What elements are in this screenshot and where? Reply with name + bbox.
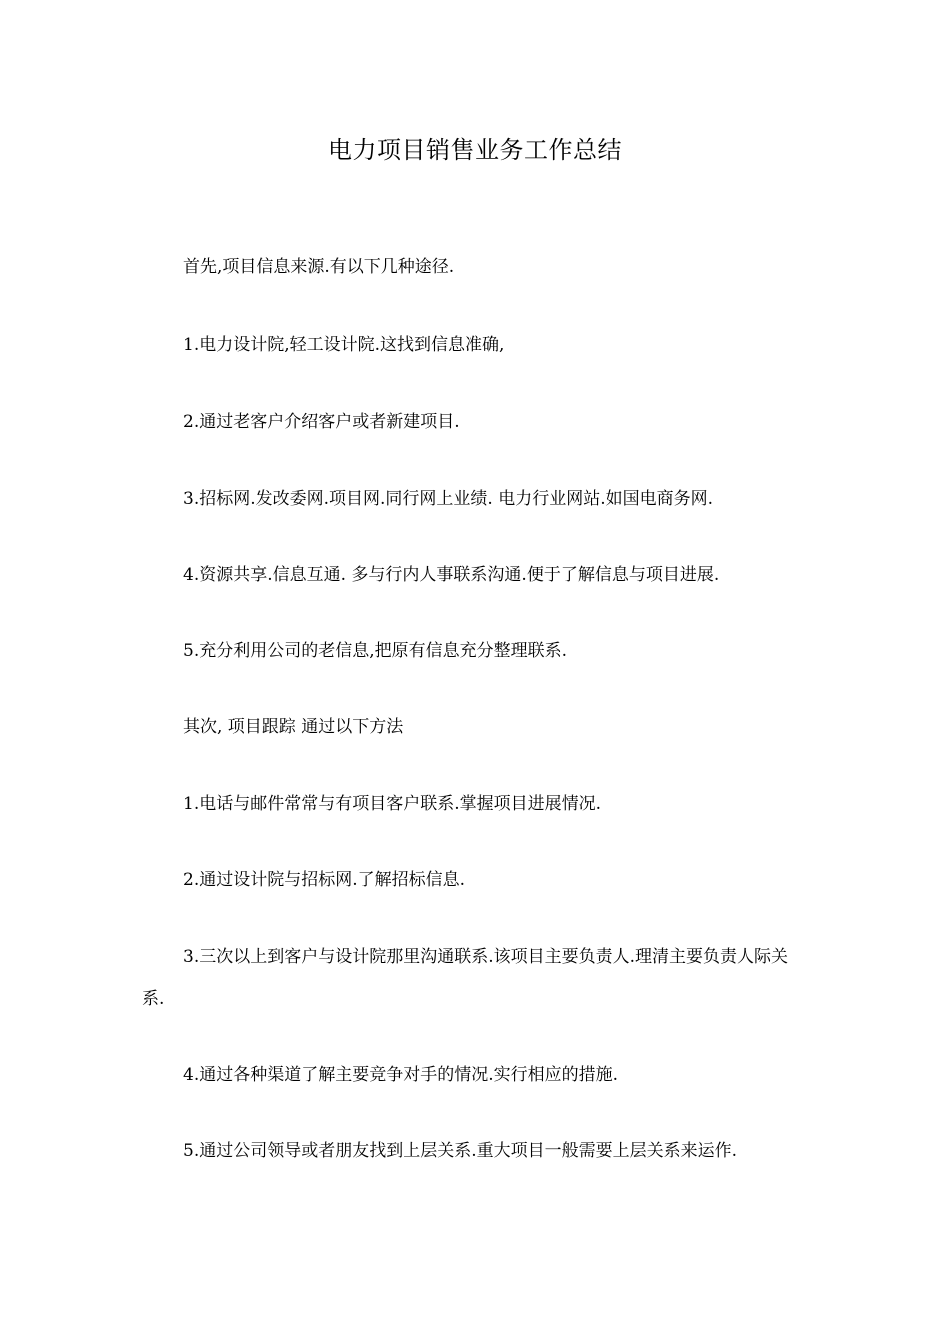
document-title: 电力项目销售业务工作总结 [328,136,622,164]
paragraph-source-2: 2.通过老客户介绍客户或者新建项目. [183,412,460,432]
paragraph-intro-sources: 首先,项目信息来源.有以下几种途径. [183,257,455,277]
paragraph-source-3: 3.招标网.发改委网.项目网.同行网上业绩. 电力行业网站.如国电商务网. [183,489,714,509]
paragraph-tracking-5: 5.通过公司领导或者朋友找到上层关系.重大项目一般需要上层关系来运作. [183,1141,738,1161]
paragraph-tracking-4: 4.通过各种渠道了解主要竞争对手的情况.实行相应的措施. [183,1065,619,1085]
paragraph-source-4: 4.资源共享.信息互通. 多与行内人事联系沟通.便于了解信息与项目进展. [183,565,720,585]
paragraph-tracking-3: 3.三次以上到客户与设计院那里沟通联系.该项目主要负责人.理清主要负责人际关系. [142,947,789,1009]
paragraph-tracking-2: 2.通过设计院与招标网.了解招标信息. [183,870,466,890]
paragraph-tracking-1: 1.电话与邮件常常与有项目客户联系.掌握项目进展情况. [183,794,602,814]
paragraph-intro-tracking: 其次, 项目跟踪 通过以下方法 [183,717,404,737]
paragraph-source-5: 5.充分利用公司的老信息,把原有信息充分整理联系. [183,641,568,661]
paragraph-source-1: 1.电力设计院,轻工设计院.这找到信息准确, [183,335,505,355]
